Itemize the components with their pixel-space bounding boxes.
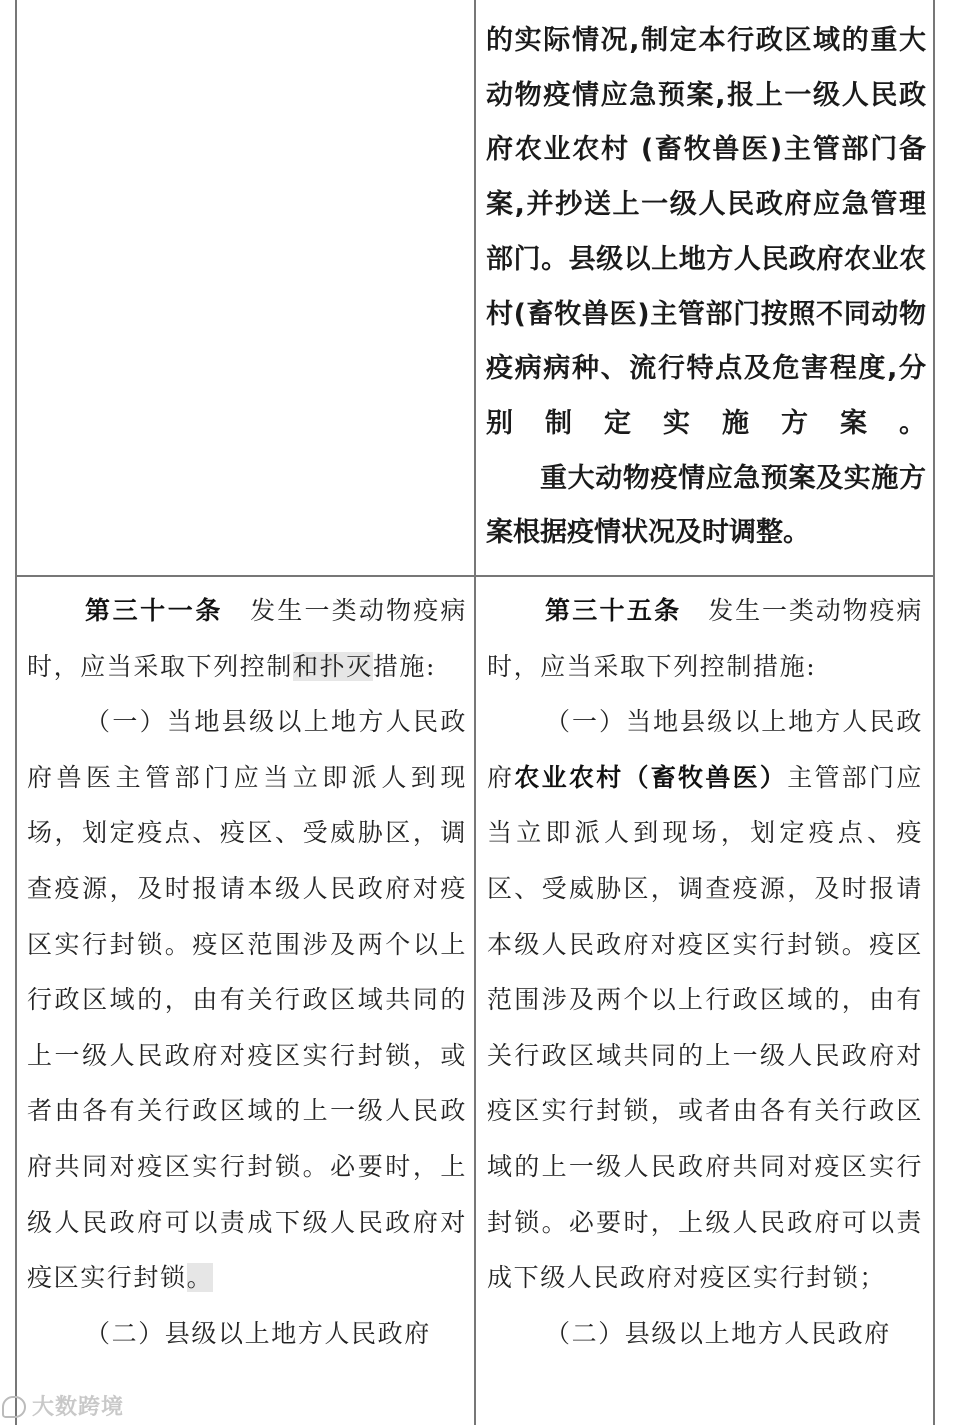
continuation-paragraph: 的实际情况,制定本行政区域的重大动物疫情应急预案,报上一级人民政府农业农村 (畜牧兽医)主管部门备案,并抄送上一级人民政府应急管理部门。县级以上地方人民政府农业农村(畜牧兽医)主管部门按照不同动物疫病病种、流行特点及危害程度,分别制定实施方案。	[486, 25, 926, 439]
amended-text-bold: 农业农村（畜牧兽医）	[514, 762, 788, 792]
chat-bubble-icon	[2, 1396, 26, 1418]
row-divider	[15, 575, 935, 577]
watermark	[2, 1395, 132, 1421]
column-divider	[474, 0, 476, 1425]
watermark-text: 大数跨境	[32, 1395, 125, 1420]
new-article-intro: 第三十五条 发生一类动物疫病时，应当采取下列控制措施:	[487, 596, 923, 681]
old-item-2: （二）县级以上地方人民政府	[85, 1318, 431, 1348]
new-article-cell	[487, 583, 923, 1425]
new-article-heading: 第三十五条	[545, 596, 682, 625]
old-item-1: （一）当地县级以上地方人民政府兽医主管部门应当立即派人到现场，划定疫点、疫区、受威胁区，调查疫源，及时报请本级人民政府对疫区实行封锁。疫区范围涉及两个以上行政区域的，由有关行政区域共同的上一级人民政府对疫区实行封锁，或者由各有关行政区域的上一级人民政府共同对疫区实行封锁。必要时，上级人民政府可以责成下级人民政府对疫区实行封锁。	[27, 707, 467, 1293]
old-article-intro: 第三十一条 发生一类动物疫病时，应当采取下列控制和扑灭措施:	[27, 596, 467, 681]
empty-old-cell	[17, 0, 474, 575]
new-item-1: （一）当地县级以上地方人民政府农业农村（畜牧兽医）主管部门应当立即派人到现场，划定疫点、疫区、受威胁区，调查疫源，及时报请本级人民政府对疫区实行封锁。疫区范围涉及两个以上行政区域的，由有关行政区域共同的上一级人民政府对疫区实行封锁，或者由各有关行政区域的上一级人民政府共同对疫区实行封锁。必要时，上级人民政府可以责成下级人民政府对疫区实行封锁；	[487, 707, 923, 1293]
period-highlight: 。	[186, 1263, 214, 1293]
new-text-continuation	[486, 14, 926, 574]
old-article-heading: 第三十一条	[85, 596, 223, 625]
deleted-text-highlight: 和扑灭	[293, 651, 373, 681]
new-item-2: （二）县级以上地方人民政府	[545, 1318, 891, 1348]
adjustment-paragraph: 重大动物疫情应急预案及实施方案根据疫情状况及时调整。	[486, 462, 926, 549]
old-article-cell	[27, 583, 467, 1425]
